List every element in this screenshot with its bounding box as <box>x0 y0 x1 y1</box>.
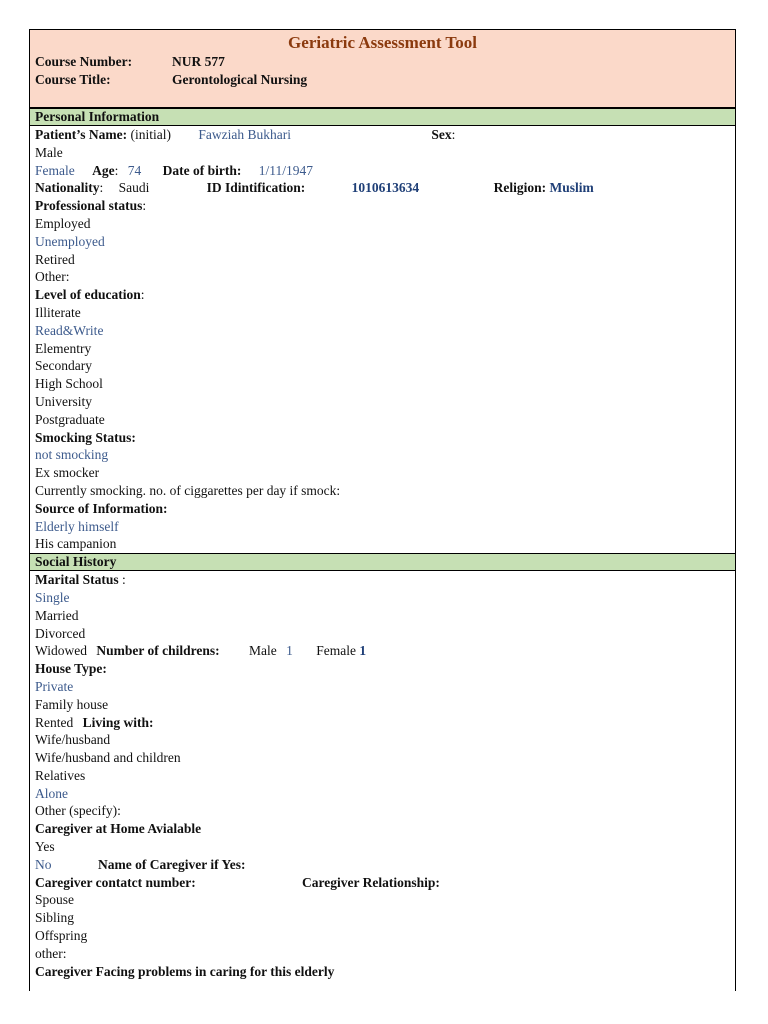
relationship-option-sibling[interactable]: Sibling <box>35 910 75 926</box>
caregiver-available-label: Caregiver at Home Avialable <box>35 821 202 837</box>
professional-status-label: Professional status <box>35 198 143 214</box>
id-label: ID Idintification: <box>206 180 306 196</box>
professional-status-row <box>30 197 735 215</box>
course-title-label: Course Title: <box>35 72 111 87</box>
living-option-spouse[interactable]: Wife/husband <box>35 732 111 748</box>
education-option-high-school[interactable]: High School <box>35 376 103 392</box>
patient-name-value[interactable]: Fawziah Bukhari <box>198 127 291 142</box>
smoking-option-ex-smoker[interactable]: Ex smocker <box>35 465 100 481</box>
form-title: Geriatric Assessment Tool <box>288 33 477 52</box>
widowed-children-row <box>30 642 735 660</box>
education-option-secondary[interactable]: Secondary <box>35 358 92 374</box>
religion-value[interactable]: Muslim <box>549 180 594 196</box>
house-option-private[interactable]: Private <box>35 678 74 694</box>
caregiver-problems-label: Caregiver Facing problems in caring for this elderly <box>35 963 335 979</box>
education-option-postgraduate[interactable]: Postgraduate <box>35 411 105 427</box>
smoking-option-not-smoking[interactable]: not smocking <box>35 447 109 463</box>
caregiver-contact-row <box>30 874 735 892</box>
rented-living-row <box>30 714 735 732</box>
sex-age-dob-row <box>30 162 735 180</box>
education-row <box>30 286 735 304</box>
marital-option-married[interactable]: Married <box>35 607 79 623</box>
source-option-elderly[interactable]: Elderly himself <box>35 518 119 534</box>
dob-label: Date of birth: <box>162 162 242 178</box>
children-male-value[interactable]: 1 <box>286 643 293 659</box>
course-number-label: Course Number: <box>35 54 133 69</box>
sex-label: Sex <box>431 127 452 142</box>
professional-option-retired[interactable]: Retired <box>35 251 75 267</box>
living-option-alone[interactable]: Alone <box>35 785 68 801</box>
relationship-option-spouse[interactable]: Spouse <box>35 892 75 908</box>
caregiver-contact-label: Caregiver contatct number: <box>35 874 196 890</box>
caregiver-relationship-label: Caregiver Relationship: <box>302 874 440 890</box>
nationality-label: Nationality <box>35 180 100 196</box>
caregiver-option-yes[interactable]: Yes <box>35 839 55 855</box>
patient-name-hint: (initial) <box>130 127 171 142</box>
form-header <box>30 30 735 108</box>
course-number-value: NUR 577 <box>172 54 225 69</box>
caregiver-name-label: Name of Caregiver if Yes: <box>98 856 246 872</box>
marital-option-divorced[interactable]: Divorced <box>35 625 86 641</box>
dob-value[interactable]: 1/11/1947 <box>258 162 314 178</box>
education-colon: : <box>140 287 145 303</box>
age-colon: : <box>114 162 119 178</box>
house-option-rented[interactable]: Rented <box>35 714 74 730</box>
age-value[interactable]: 74 <box>127 162 142 178</box>
living-option-spouse-children[interactable]: Wife/husband and children <box>35 750 181 766</box>
education-option-university[interactable]: University <box>35 393 92 409</box>
children-label: Number of childrens: <box>96 643 220 659</box>
house-option-family[interactable]: Family house <box>35 696 109 712</box>
patient-name-label: Patient’s Name: <box>35 127 128 142</box>
caregiver-option-no[interactable]: No <box>35 856 52 872</box>
sex-option-female[interactable]: Female <box>35 162 75 178</box>
source-option-companion[interactable]: His campanion <box>35 536 117 552</box>
course-title-row <box>30 71 735 89</box>
marital-option-widowed[interactable]: Widowed <box>35 643 87 659</box>
section-social-history: Social History <box>30 553 735 571</box>
religion-label: Religion: <box>493 180 547 196</box>
marital-option-single[interactable]: Single <box>35 589 70 605</box>
assessment-form <box>29 29 736 991</box>
professional-option-employed[interactable]: Employed <box>35 215 91 231</box>
marital-status-colon: : <box>118 572 126 588</box>
marital-status-row <box>30 571 735 589</box>
nationality-value[interactable]: Saudi <box>118 180 150 196</box>
living-with-label: Living with: <box>82 714 154 730</box>
id-value[interactable]: 1010613634 <box>351 180 420 196</box>
course-title-value: Gerontological Nursing <box>172 72 308 87</box>
section-personal-information: Personal Information <box>30 108 735 126</box>
age-label: Age <box>92 162 115 178</box>
education-label: Level of education <box>35 287 141 303</box>
caregiver-no-name-row <box>30 856 735 874</box>
sex-option-male[interactable]: Male <box>35 144 63 160</box>
nationality-row <box>30 179 735 197</box>
course-number-row <box>30 53 735 71</box>
education-option-illiterate[interactable]: Illiterate <box>35 304 81 320</box>
house-type-label: House Type: <box>35 661 107 677</box>
sex-colon: : <box>451 127 456 142</box>
living-option-other[interactable]: Other (specify): <box>35 803 121 819</box>
children-female-value[interactable]: 1 <box>359 643 367 659</box>
children-male-label: Male <box>248 643 277 659</box>
smoking-option-current[interactable]: Currently smocking. no. of ciggarettes per day if smock: <box>35 482 341 498</box>
education-option-read-write[interactable]: Read&Write <box>35 322 104 338</box>
smoking-status-label: Smocking Status: <box>35 429 136 445</box>
professional-option-unemployed[interactable]: Unemployed <box>35 233 105 249</box>
living-option-relatives[interactable]: Relatives <box>35 767 86 783</box>
professional-status-colon: : <box>142 198 147 214</box>
education-option-elementary[interactable]: Elementry <box>35 340 92 356</box>
children-female-label: Female <box>316 643 356 659</box>
nationality-colon: : <box>99 180 104 196</box>
relationship-option-other[interactable]: other: <box>35 945 67 961</box>
patient-name-row <box>30 126 735 144</box>
relationship-option-offspring[interactable]: Offspring <box>35 928 88 944</box>
professional-option-other[interactable]: Other: <box>35 269 70 285</box>
marital-status-label: Marital Status <box>35 572 119 588</box>
source-of-information-label: Source of Information: <box>35 500 168 516</box>
